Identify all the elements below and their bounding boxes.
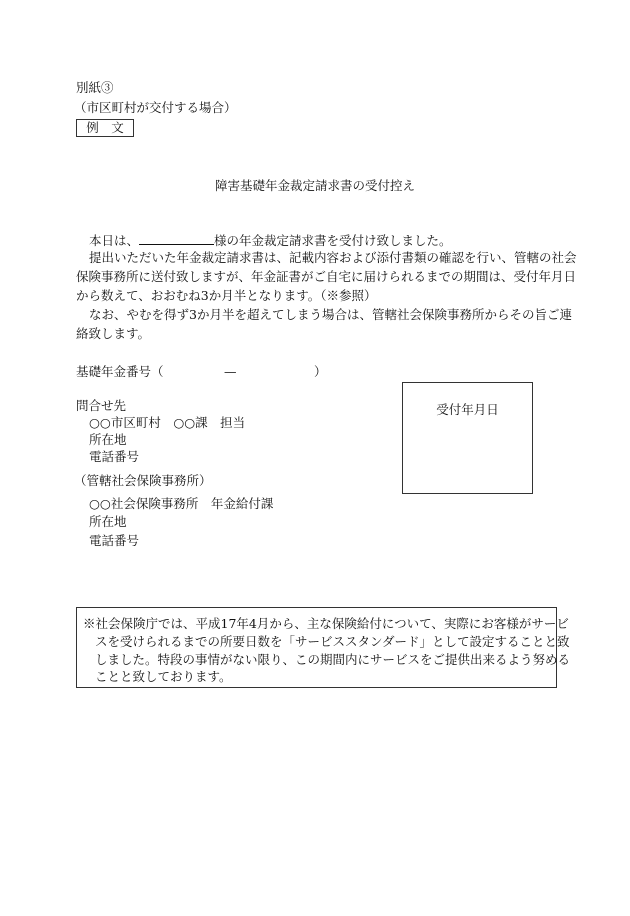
body-line: 保険事務所に送付致しますが、年金証書がご自宅に届けられるまでの期間は、受付年月日 (76, 269, 577, 284)
receipt-date-label: 受付年月日 (436, 402, 499, 417)
contact-heading: 問合せ先 (76, 398, 127, 413)
pension-number-close: ） (314, 364, 327, 379)
document-title: 障害基礎年金裁定請求書の受付控え (214, 178, 415, 193)
body-line: 提出いただいた年金裁定請求書は、記載内容および添付書類の確認を行い、管轄の社会 (89, 250, 577, 265)
note-line: ことと致しております。 (95, 669, 232, 684)
receipt-date-box (402, 382, 533, 494)
contact-office: ○○市区町村 ○○課 担当 (89, 415, 246, 430)
note-box (76, 607, 571, 688)
note-line: しました。特段の事情がない限り、この期間内にサービスをご提供出来るよう努める (95, 652, 571, 667)
name-blank (139, 232, 214, 245)
pension-number-dash: — (224, 364, 237, 379)
body-line-1 (89, 232, 452, 249)
note-line: ※社会保険庁では、平成17年4月から、主な保険給付について、実際にお客様がサービ (83, 616, 569, 631)
contact-address-label: 所在地 (89, 432, 127, 447)
attachment-label: 別紙③ (76, 80, 114, 95)
body-line: から数えて、おおむね3か月半となります。（※参照） (76, 288, 377, 303)
social-insurance-office: ○○社会保険事務所 年金給付課 (89, 496, 274, 511)
social-insurance-heading: （管轄社会保険事務所） (74, 473, 212, 488)
body-suffix: 様の年金裁定請求書を受付け致しました。 (214, 233, 452, 248)
social-insurance-phone-label: 電話番号 (89, 533, 140, 548)
body-prefix: 本日は、 (89, 233, 140, 248)
body-line: なお、やむを得ず3か月半を超えてしまう場合は、管轄社会保険事務所からその旨ご連 (89, 307, 572, 322)
example-label: 例 文 (86, 120, 124, 135)
condition-label: （市区町村が交付する場合） (74, 100, 237, 115)
social-insurance-address-label: 所在地 (89, 514, 127, 529)
note-line: スを受けられるまでの所要日数を「サービススタンダード」として設定することと致 (95, 634, 570, 649)
contact-phone-label: 電話番号 (89, 449, 140, 464)
body-line: 絡致します。 (76, 326, 151, 341)
example-badge (76, 119, 134, 137)
pension-number-label: 基礎年金番号（ (76, 364, 164, 379)
